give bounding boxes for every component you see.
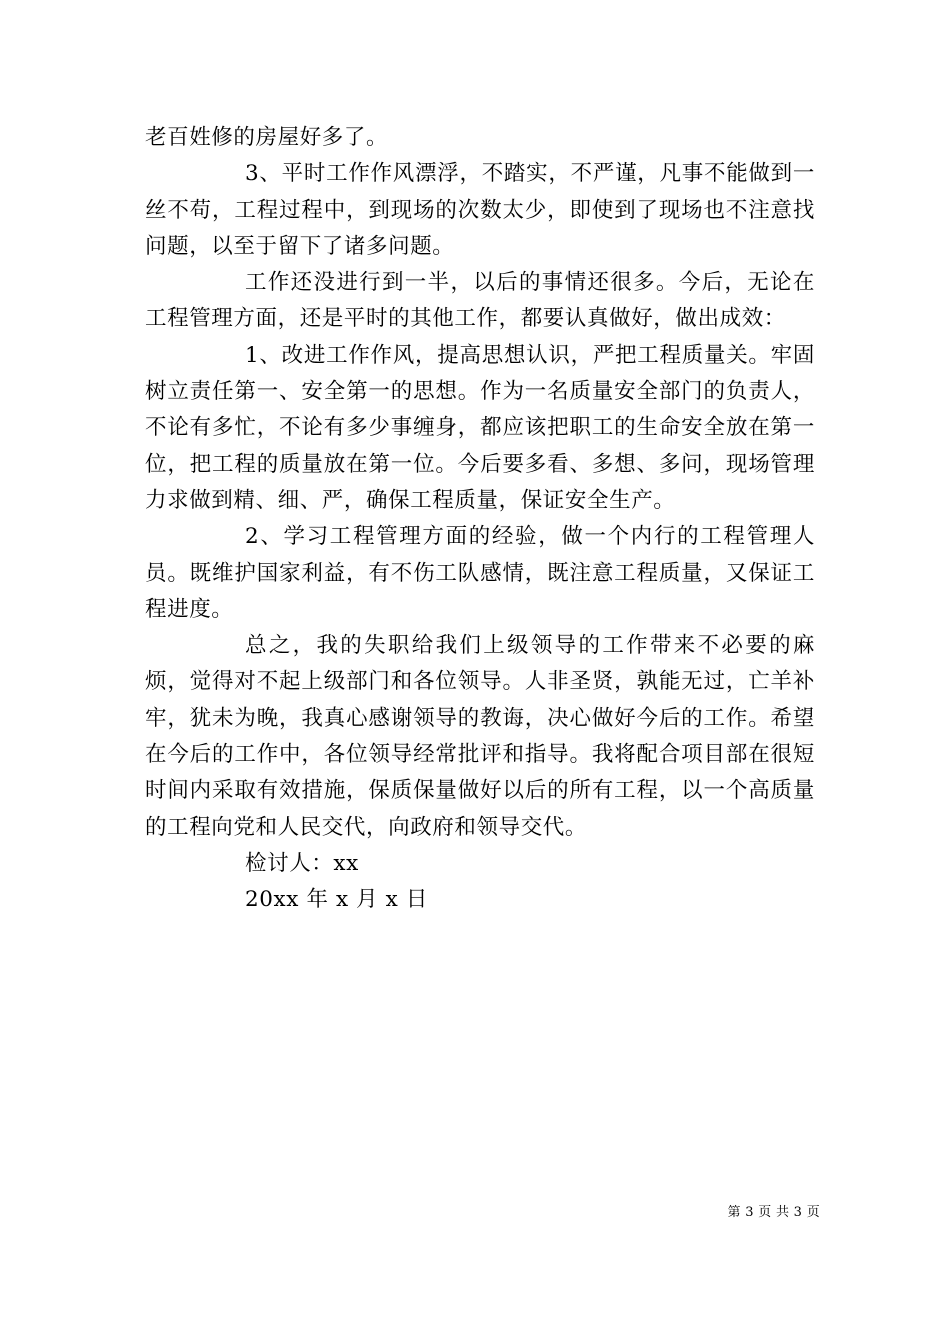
paragraph-continuation: 老百姓修的房屋好多了。 [145, 125, 389, 150]
paragraph-learn-experience: 2、学习工程管理方面的经验，做一个内行的工程管理人员。既维护国家利益，有不伤工队感情，既注意工程质量，又保证工程进度。 [145, 524, 815, 622]
paragraph-future-work: 工作还没进行到一半，以后的事情还很多。今后，无论在工程管理方面，还是平时的其他工作，都要认真做好，做出成效： [145, 270, 815, 332]
paragraph-item-3: 3、平时工作作风漂浮，不踏实，不严谨，凡事不能做到一丝不苟，工程过程中，到现场的次数太少，即使到了现场也不注意找问题，以至于留下了诸多问题。 [145, 161, 815, 259]
page-number-footer: 第 3 页 共 3 页 [727, 1205, 820, 1220]
paragraph-improve-style: 1、改进工作作风，提高思想认识，严把工程质量关。牢固树立责任第一、安全第一的思想。作为一名质量安全部门的负责人，不论有多忙，不论有多少事缠身，都应该把职工的生命安全放在第一位，把工程的质量放在第一位。今后要多看、多想、多问，现场管理力求做到精、细、严，确保工程质量，保证安全生产。 [145, 342, 815, 513]
date-line: 20xx 年 x 月 x 日 [245, 887, 428, 913]
paragraph-conclusion: 总之，我的失职给我们上级领导的工作带来不必要的麻烦，觉得对不起上级部门和各位领导。人非圣贤，孰能无过，亡羊补牢，犹未为晚，我真心感谢领导的教诲，决心做好今后的工作。希望在今后的工作中，各位领导经常批评和指导。我将配合项目部在很短时间内采取有效措施，保质保量做好以后的所有工程，以一个高质量的工程向党和人民交代，向政府和领导交代。 [145, 633, 815, 840]
signature-line: 检讨人：xx [245, 850, 359, 876]
document-body [145, 120, 815, 919]
